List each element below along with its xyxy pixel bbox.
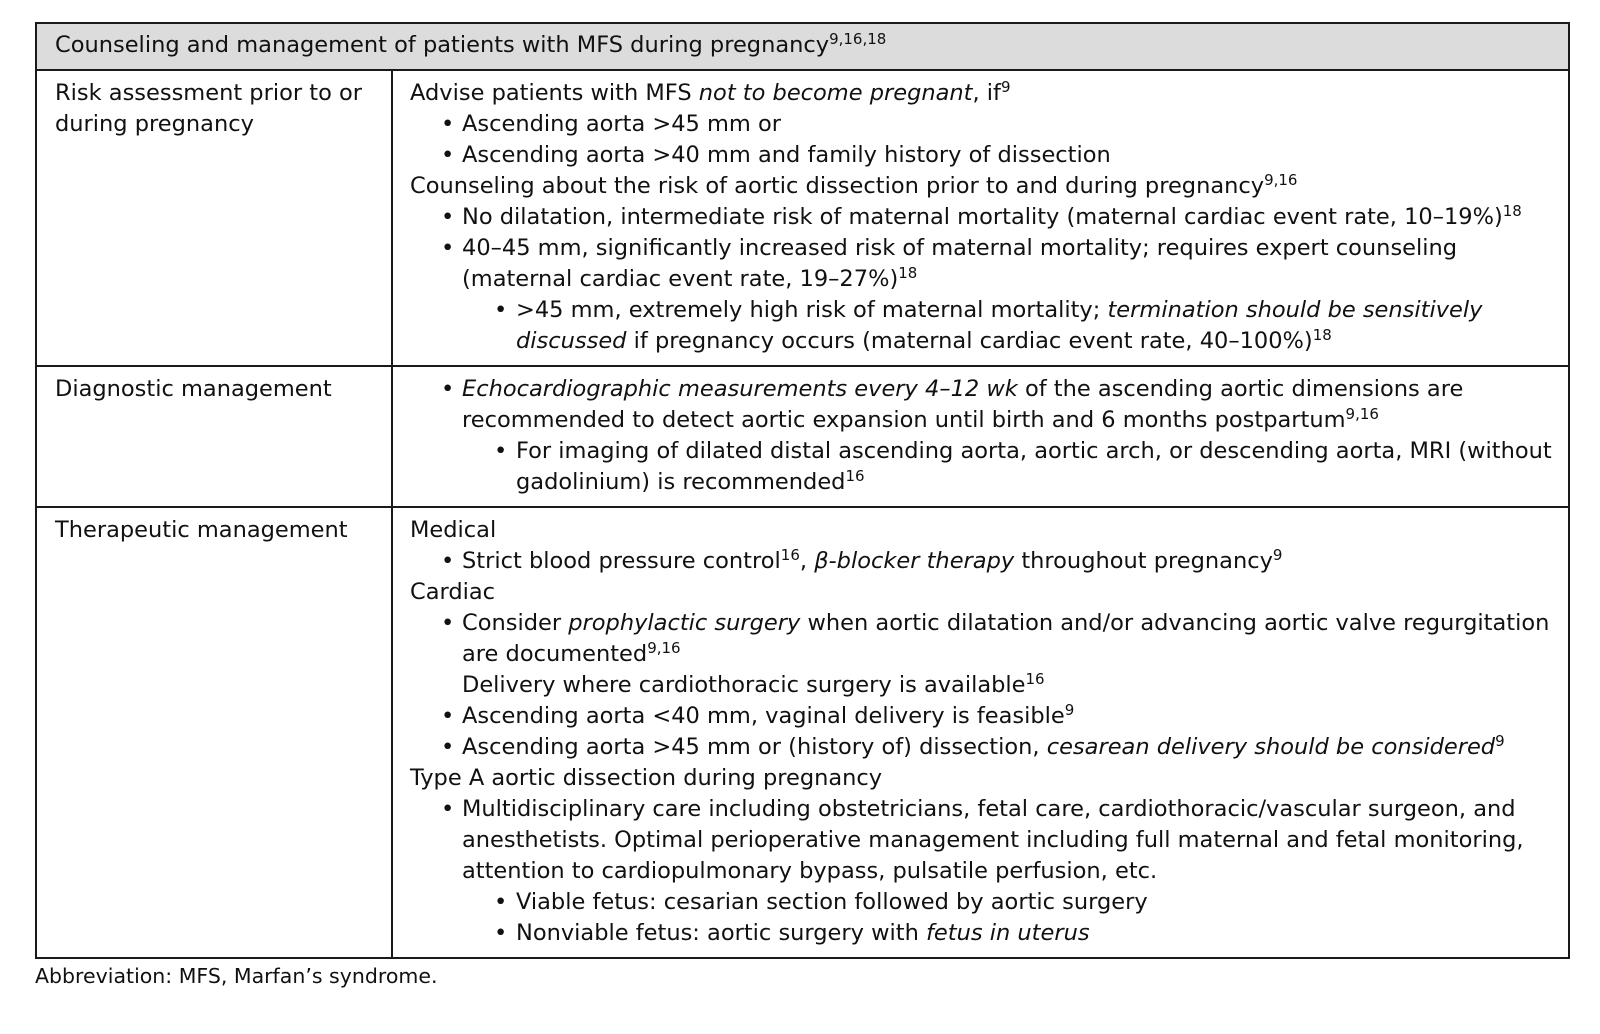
list-item: Delivery where cardiothoracic surgery is available$^{16}$ (462, 670, 1045, 698)
list-item: • >45 mm, extremely high risk of maternal mortality; termination should be sensitively discussed if pregnancy occurs (maternal cardiac event rate, 40–100%)$^{18}$ (410, 295, 1560, 357)
list-item: • Strict blood pressure control$^{16}$, β-blocker therapy throughout pregnancy$^9$ (410, 546, 1560, 577)
list-item: Counseling about the risk of aortic dissection prior to and during pregnancy$^{9,16}$ (410, 171, 1298, 199)
list-item: • Echocardiographic measurements every 4–12 wk of the ascending aortic dimensions are recommended to detect aortic expansion until birth and 6 months postpartum$^{9,16}$ (410, 374, 1560, 436)
row-content-risk-assessment (392, 70, 1569, 366)
row-label-therapeutic: Therapeutic management (36, 507, 392, 958)
management-table-container (35, 22, 1568, 959)
list-item: • Consider prophylactic surgery when aortic dilatation and/or advancing aortic valve regurgitation are documented$^{9,16}$ (410, 608, 1560, 670)
list-item: Cardiac (410, 579, 496, 605)
table-title (36, 23, 1569, 70)
list-item: Type A aortic dissection during pregnancy (410, 765, 883, 791)
management-table (35, 22, 1570, 959)
list-item: • No dilatation, intermediate risk of maternal mortality (maternal cardiac event rate, 10–19%)$^{18}$ (410, 202, 1560, 233)
list-item: • 40–45 mm, significantly increased risk of maternal mortality; requires expert counseling (maternal cardiac event rate, 19–27%)$^{18}$ (410, 233, 1560, 295)
row-content-therapeutic (392, 507, 1569, 958)
list-item: • Ascending aorta >45 mm or (410, 109, 1560, 140)
table-header-row (36, 23, 1569, 70)
list-item: • For imaging of dilated distal ascending aorta, aortic arch, or descending aorta, MRI (without gadolinium) is recommended$^{16}$ (410, 436, 1560, 498)
list-item: Advise patients with MFS not to become pregnant, $if^9$ (410, 78, 1011, 106)
table-title-refs: 9,16,18 (829, 30, 887, 48)
list-item: • Ascending aorta >40 mm and family history of dissection (410, 140, 1560, 171)
list-item: • Multidisciplinary care including obstetricians, fetal care, cardiothoracic/vascular surgeon, and anesthetists. Optimal perioperative management including full maternal and fetal monitoring, attention to cardiopulmonary bypass, pulsatile perfusion, etc. (410, 794, 1560, 887)
list-item: Medical (410, 517, 497, 543)
table-footnote: Abbreviation: MFS, Marfan’s syndrome. (35, 964, 438, 988)
table-title-text: Counseling and management of patients with MFS during pregnancy (55, 32, 830, 58)
row-label-risk-assessment: Risk assessment prior to or during pregnancy (36, 70, 392, 366)
table-row-risk-assessment (36, 70, 1569, 366)
table-row-therapeutic (36, 507, 1569, 958)
list-item: • Nonviable fetus: aortic surgery with fetus in uterus (410, 918, 1560, 949)
row-content-diagnostic (392, 366, 1569, 507)
row-label-diagnostic: Diagnostic management (36, 366, 392, 507)
list-item: • Viable fetus: cesarian section followed by aortic surgery (410, 887, 1560, 918)
table-row-diagnostic (36, 366, 1569, 507)
list-item: • Ascending aorta <40 mm, vaginal delivery is feasible$^9$ (410, 701, 1560, 732)
list-item: • Ascending aorta >45 mm or (history of) dissection, cesarean delivery should be considered$^9$ (410, 732, 1560, 763)
